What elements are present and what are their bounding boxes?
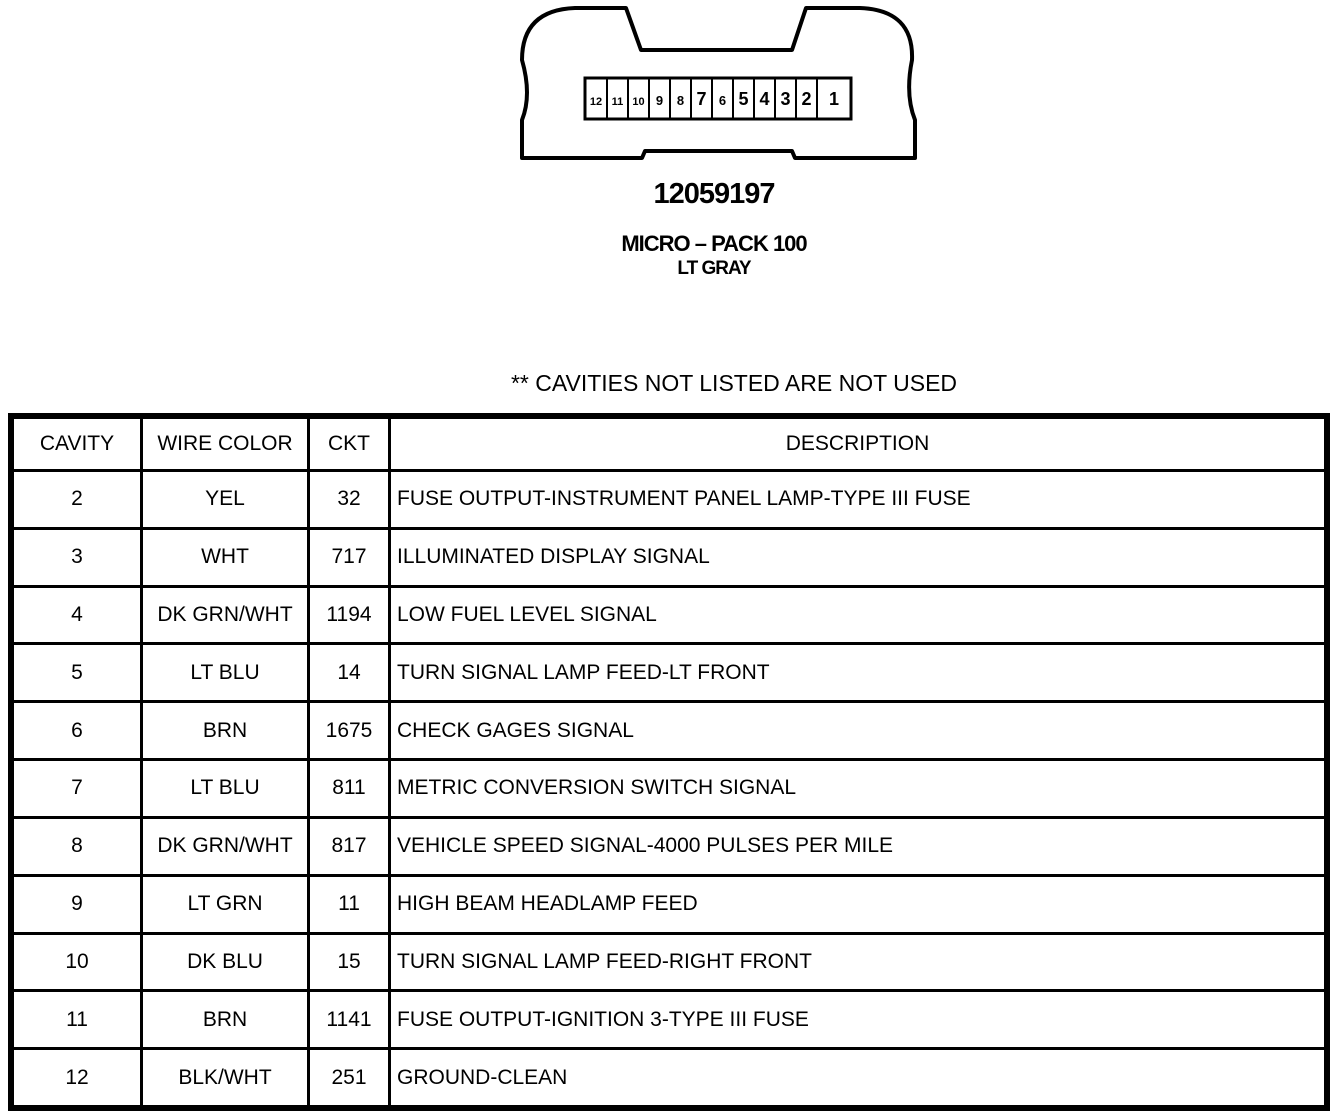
table-row (13, 528, 1326, 586)
cell-description: HIGH BEAM HEADLAMP FEED (390, 875, 1326, 933)
pin-label: 11 (611, 96, 624, 108)
cell-cavity: 7 (13, 760, 142, 818)
cell-wire-color: LT BLU (142, 644, 309, 702)
cell-cavity: 9 (13, 875, 142, 933)
cell-wire-color: LT BLU (142, 760, 309, 818)
table-row (13, 702, 1326, 760)
cell-cavity: 11 (13, 991, 142, 1049)
pin-label: 2 (801, 89, 812, 109)
cell-cavity: 5 (13, 644, 142, 702)
pin-label: 8 (676, 93, 685, 108)
part-number: 12059197 (653, 178, 775, 210)
table-row (13, 933, 1326, 991)
cell-ckt: 817 (309, 817, 390, 875)
cell-cavity: 12 (13, 1049, 142, 1107)
cell-description: CHECK GAGES SIGNAL (390, 702, 1326, 760)
pin-label: 5 (738, 89, 749, 109)
pin-label: 9 (655, 93, 664, 108)
table-header-row (13, 418, 1326, 471)
table-row (13, 817, 1326, 875)
cell-description: TURN SIGNAL LAMP FEED-RIGHT FRONT (390, 933, 1326, 991)
cell-description: FUSE OUTPUT-IGNITION 3-TYPE III FUSE (390, 991, 1326, 1049)
cell-cavity: 4 (13, 586, 142, 644)
cell-ckt: 1141 (309, 991, 390, 1049)
cell-description: LOW FUEL LEVEL SIGNAL (390, 586, 1326, 644)
header-description: DESCRIPTION (390, 418, 1326, 471)
cell-wire-color: BRN (142, 702, 309, 760)
cell-ckt: 15 (309, 933, 390, 991)
pin-label: 3 (780, 89, 791, 109)
cell-cavity: 8 (13, 817, 142, 875)
cell-cavity: 10 (13, 933, 142, 991)
table-row (13, 586, 1326, 644)
cavity-table (8, 413, 1330, 1111)
table-row (13, 760, 1326, 818)
cell-cavity: 2 (13, 471, 142, 529)
cell-description: ILLUMINATED DISPLAY SIGNAL (390, 528, 1326, 586)
cell-description: VEHICLE SPEED SIGNAL-4000 PULSES PER MILE (390, 817, 1326, 875)
pin-label: 1 (828, 89, 840, 109)
cell-cavity: 3 (13, 528, 142, 586)
table-row (13, 991, 1326, 1049)
cell-description: GROUND-CLEAN (390, 1049, 1326, 1107)
cell-description: TURN SIGNAL LAMP FEED-LT FRONT (390, 644, 1326, 702)
cell-wire-color: DK GRN/WHT (142, 586, 309, 644)
connector-color: LT GRAY (677, 258, 751, 279)
header-cavity: CAVITY (13, 418, 142, 471)
connector-name: MICRO – PACK 100 (621, 231, 807, 256)
pin-label: 7 (696, 89, 707, 109)
header-ckt: CKT (309, 418, 390, 471)
cell-wire-color: WHT (142, 528, 309, 586)
pin-label: 6 (718, 93, 727, 108)
table-body (13, 471, 1326, 1107)
cell-ckt: 1675 (309, 702, 390, 760)
pin-label: 10 (632, 96, 645, 108)
pin-label: 4 (759, 89, 770, 109)
cell-cavity: 6 (13, 702, 142, 760)
cell-description: METRIC CONVERSION SWITCH SIGNAL (390, 760, 1326, 818)
cell-wire-color: YEL (142, 471, 309, 529)
cell-ckt: 1194 (309, 586, 390, 644)
cell-wire-color: DK GRN/WHT (142, 817, 309, 875)
cell-description: FUSE OUTPUT-INSTRUMENT PANEL LAMP-TYPE III FUSE (390, 471, 1326, 529)
cell-ckt: 11 (309, 875, 390, 933)
cell-ckt: 32 (309, 471, 390, 529)
cell-ckt: 14 (309, 644, 390, 702)
table-row (13, 644, 1326, 702)
unused-cavities-note: ** CAVITIES NOT LISTED ARE NOT USED (510, 370, 958, 396)
cell-ckt: 251 (309, 1049, 390, 1107)
cell-ckt: 811 (309, 760, 390, 818)
cell-wire-color: BLK/WHT (142, 1049, 309, 1107)
cell-ckt: 717 (309, 528, 390, 586)
table-row (13, 471, 1326, 529)
cell-wire-color: DK BLU (142, 933, 309, 991)
pin-label: 12 (589, 96, 603, 108)
table-row (13, 875, 1326, 933)
table-row (13, 1049, 1326, 1107)
cell-wire-color: BRN (142, 991, 309, 1049)
header-wire-color: WIRE COLOR (142, 418, 309, 471)
cell-wire-color: LT GRN (142, 875, 309, 933)
